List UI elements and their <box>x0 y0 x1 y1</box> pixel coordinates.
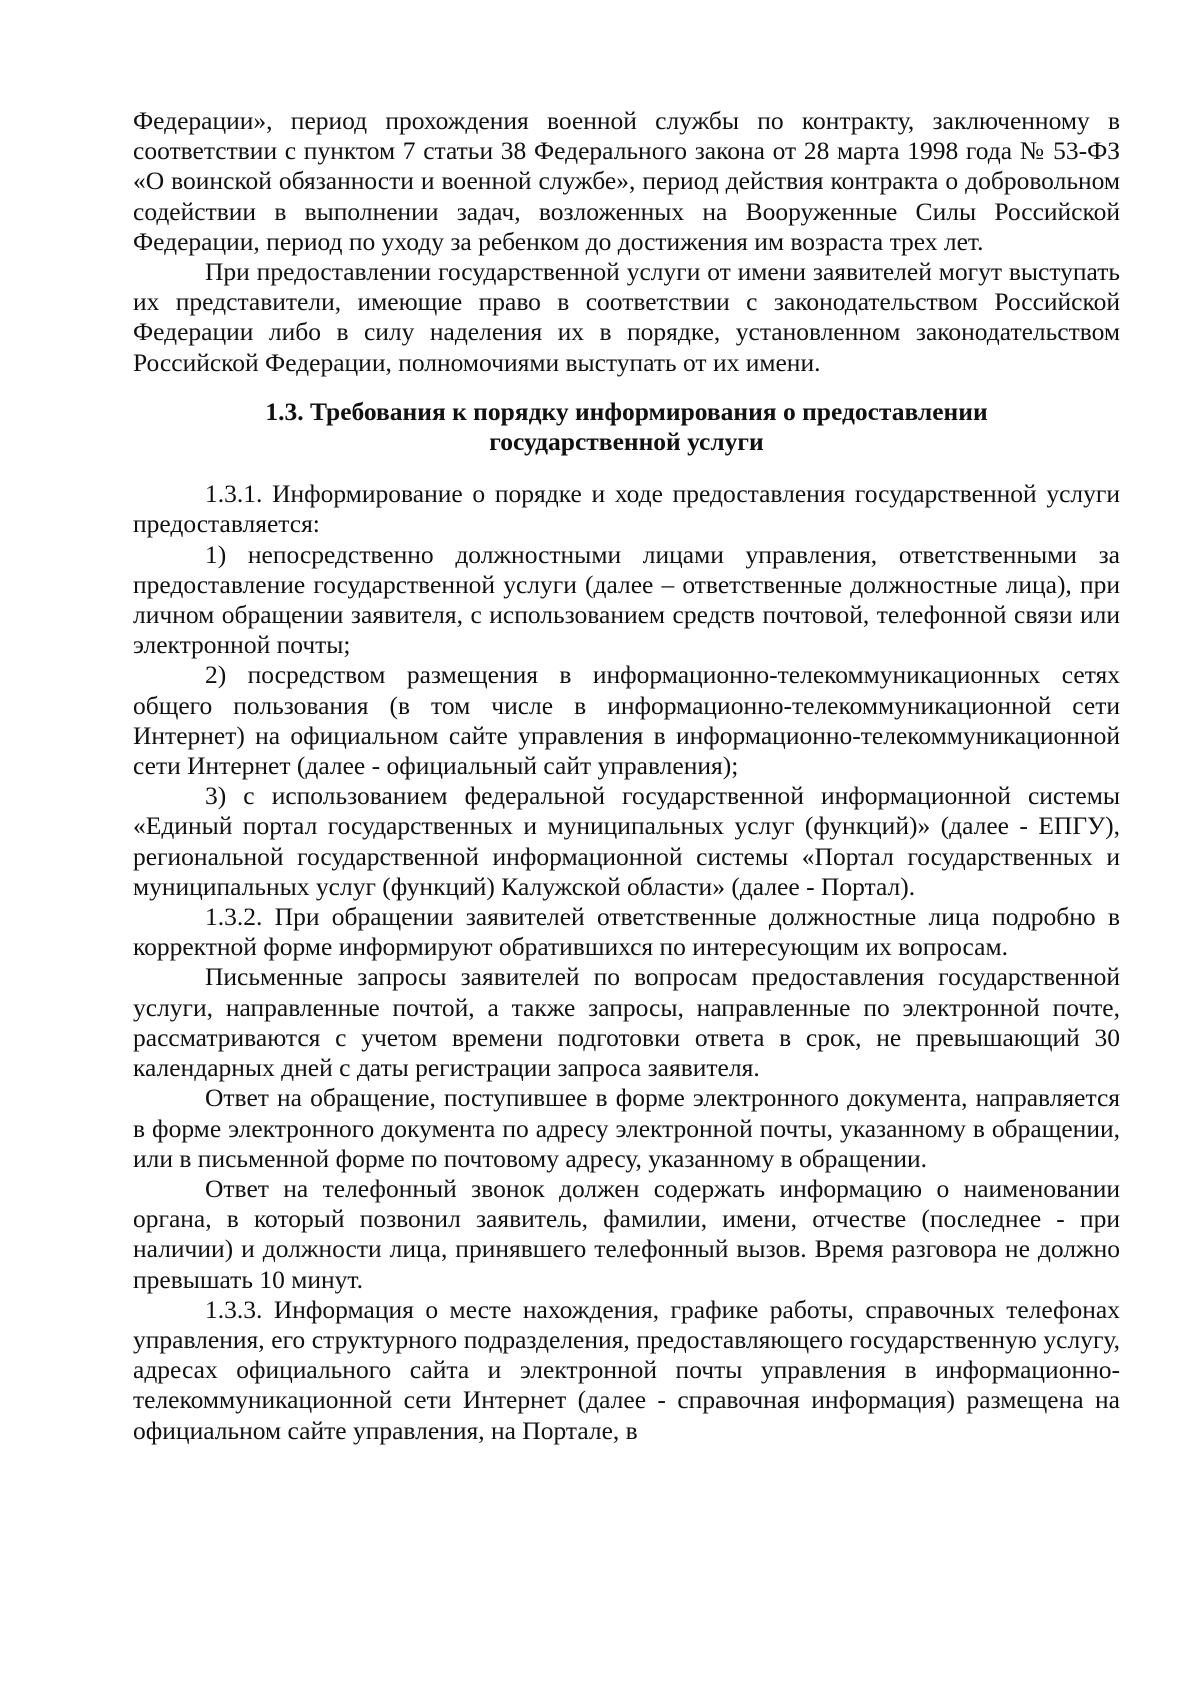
paragraph-1-3-2: 1.3.2. При обращении заявителей ответственные должностные лица подробно в корректной форме информируют обратившихся по интересующим их вопросам. <box>133 902 1120 962</box>
section-heading-1-3 <box>133 397 1120 457</box>
paragraph-1-3-1: 1.3.1. Информирование о порядке и ходе предоставления государственной услуги предоставляется: <box>133 479 1120 539</box>
paragraph-electronic-response: Ответ на обращение, поступившее в форме электронного документа, направляется в форме электронного документа по адресу электронной почты, указанному в обращении, или в письменной форме по почтовому адресу, указанному в обращении. <box>133 1083 1120 1173</box>
paragraph-representatives: При предоставлении государственной услуги от имени заявителей могут выступать их представители, имеющие право в соответствии с законодательством Российской Федерации либо в силу наделения их в порядке, установленном законодательством Российской Федерации, полномочиями выступать от их имени. <box>133 257 1120 377</box>
paragraph-federation-service-periods: Федерации», период прохождения военной службы по контракту, заключенному в соответствии с пунктом 7 статьи 38 Федерального закона от 28 марта 1998 года № 53-ФЗ «О воинской обязанности и военной службе», период действия контракта о добровольном содействии в выполнении задач, возложенных на Вооруженные Силы Российской Федерации, период по уходу за ребенком до достижения им возраста трех лет. <box>133 106 1120 256</box>
section-heading-line-1: 1.3. Требования к порядку информирования о предоставлении <box>265 396 988 426</box>
list-item-2: 2) посредством размещения в информационно-телекоммуникационных сетях общего пользования (в том числе в информационно-телекоммуникационной сети Интернет) на официальном сайте управления в информационно-телекоммуникационной сети Интернет (далее - официальный сайт управления); <box>133 660 1120 781</box>
paragraph-1-3-3: 1.3.3. Информация о месте нахождения, графике работы, справочных телефонах управления, его структурного подразделения, предоставляющего государственную услугу, адресах официального сайта и электронной почты управления в информационно-телекоммуникационной сети Интернет (далее - справочная информация) размещена на официальном сайте управления, на Портале, в <box>133 1294 1120 1445</box>
section-heading-line-2: государственной услуги <box>489 427 764 457</box>
paragraph-phone-response: Ответ на телефонный звонок должен содержать информацию о наименовании органа, в который позвонил заявитель, фамилии, имени, отчестве (последнее - при наличии) и должности лица, принявшего телефонный вызов. Время разговора не должно превышать 10 минут. <box>133 1173 1120 1294</box>
paragraph-written-requests: Письменные запросы заявителей по вопросам предоставления государственной услуги, направленные почтой, а также запросы, направленные по электронной почте, рассматриваются с учетом времени подготовки ответа в срок, не превышающий 30 календарных дней с даты регистрации запроса заявителя. <box>133 962 1120 1083</box>
list-item-3: 3) с использованием федеральной государственной информационной системы «Единый портал государственных и муниципальных услуг (функций)» (далее - ЕПГУ), региональной государственной информационной системы «Портал государственных и муниципальных услуг (функций) Калужской области» (далее - Портал). <box>133 781 1120 901</box>
document-body <box>133 106 1120 1446</box>
list-item-1: 1) непосредственно должностными лицами управления, ответственными за предоставление государственной услуги (далее – ответственные должностные лица), при личном обращении заявителя, с использованием средств почтовой, телефонной связи или электронной почты; <box>133 539 1120 660</box>
